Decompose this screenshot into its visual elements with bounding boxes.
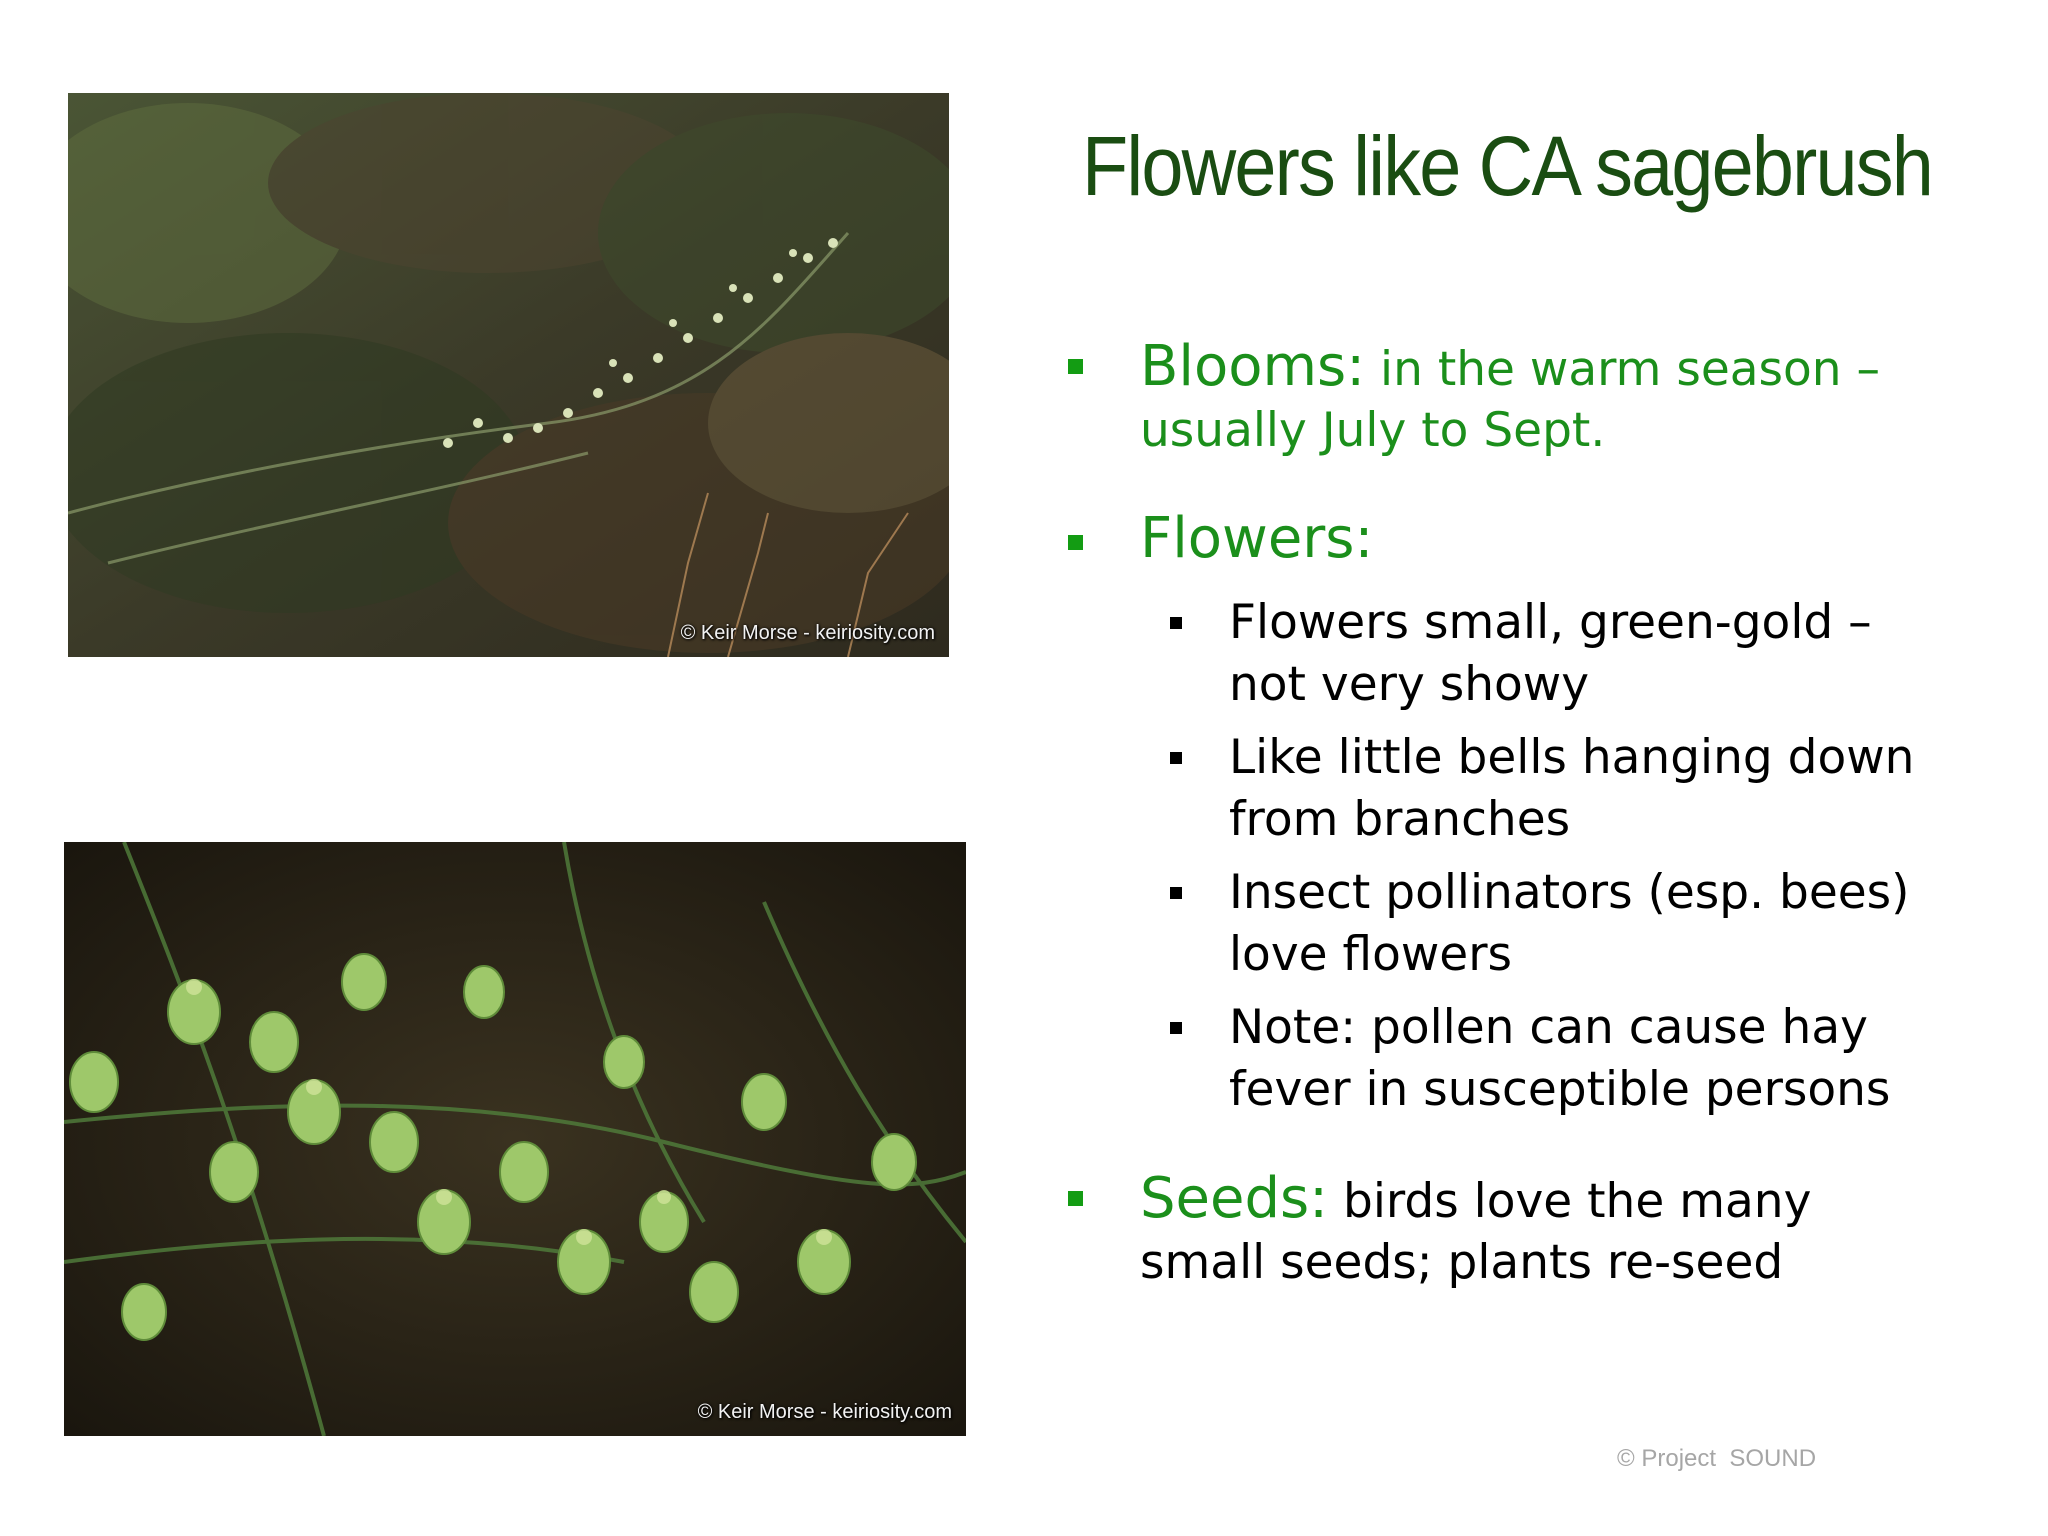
bullet-square-icon bbox=[1068, 535, 1083, 550]
bullet-blooms bbox=[1140, 336, 1880, 401]
bullet-square-icon bbox=[1068, 1191, 1083, 1206]
bullet-label: Blooms: bbox=[1140, 334, 1366, 399]
bullet-square-icon bbox=[1068, 359, 1083, 374]
bullet-text: birds love the many bbox=[1328, 1174, 1812, 1229]
footer-copyright: © Project SOUND bbox=[1617, 1445, 1817, 1472]
sub-bullet-square-icon bbox=[1170, 1022, 1182, 1034]
bullet-label: Seeds: bbox=[1140, 1166, 1329, 1231]
sub-bullet-text: not very showy bbox=[1229, 657, 1590, 712]
bullet-text-line2: usually July to Sept. bbox=[1140, 403, 1606, 458]
sub-bullet-text: Note: pollen can cause hay bbox=[1229, 1000, 1868, 1055]
sub-bullet-text: fever in susceptible persons bbox=[1229, 1062, 1891, 1117]
sub-bullet-text: Flowers small, green-gold – bbox=[1229, 595, 1872, 650]
photo-flower-closeup bbox=[64, 842, 966, 1436]
bullet-text-line2: small seeds; plants re-seed bbox=[1140, 1235, 1784, 1290]
bullet-seeds bbox=[1140, 1168, 1811, 1233]
photo-credit: © Keir Morse - keiriosity.com bbox=[697, 1401, 952, 1423]
sub-bullet-square-icon bbox=[1170, 752, 1182, 764]
sub-bullet-square-icon bbox=[1170, 617, 1182, 629]
sub-bullet-text: Like little bells hanging down bbox=[1229, 730, 1915, 785]
sub-bullet-text: from branches bbox=[1229, 792, 1571, 847]
photo-sagebrush-branch bbox=[68, 93, 949, 657]
sub-bullet-text: Insect pollinators (esp. bees) bbox=[1229, 865, 1910, 920]
sub-bullet-text: love flowers bbox=[1229, 927, 1513, 982]
page-title: Flowers like CA sagebrush bbox=[1082, 119, 1932, 213]
bullet-flowers: Flowers: bbox=[1140, 506, 1374, 571]
photo-credit: © Keir Morse - keiriosity.com bbox=[680, 622, 935, 644]
bullet-text: in the warm season – bbox=[1365, 342, 1881, 397]
sub-bullet-square-icon bbox=[1170, 887, 1182, 899]
